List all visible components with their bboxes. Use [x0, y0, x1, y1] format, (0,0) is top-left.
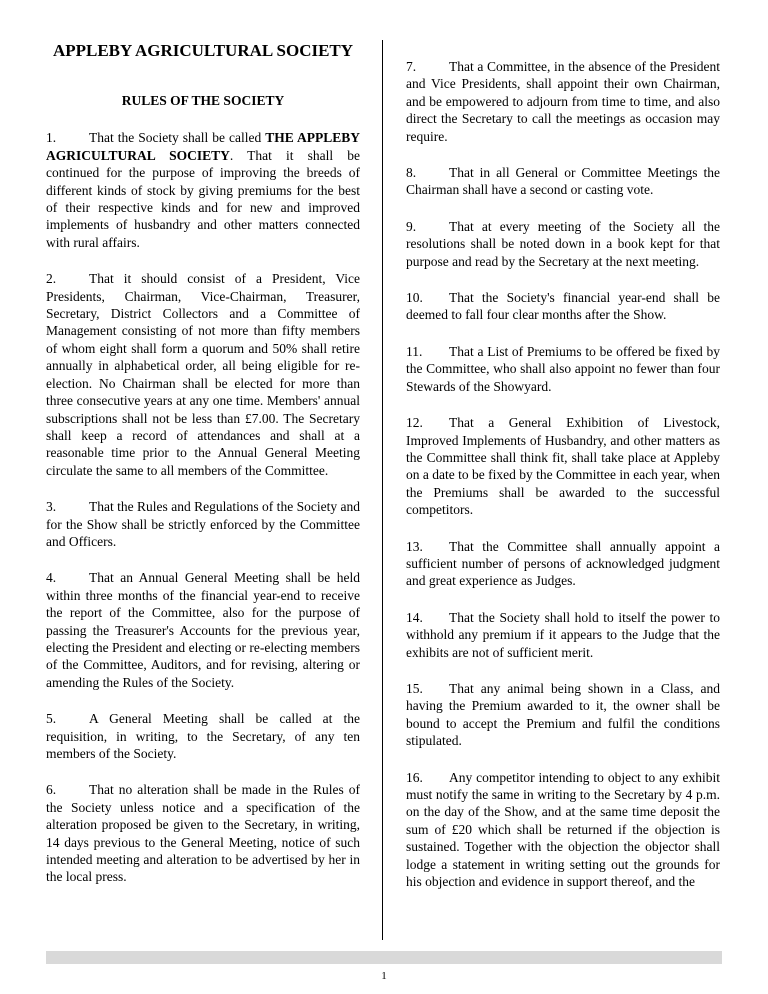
left-column	[46, 40, 360, 905]
rule-number: 9.	[406, 218, 417, 234]
document-title: APPLEBY AGRICULTURAL SOCIETY	[52, 41, 354, 60]
rule-number: 12.	[406, 415, 423, 431]
rule-12	[406, 414, 720, 518]
rule-14	[406, 609, 720, 661]
rule-text: That at every meeting of the Society all the resolutions shall be noted down in a book kept for that purpose and read by the Secretary at the next meeting.	[406, 218, 720, 269]
rule-8	[406, 164, 720, 199]
rule-11	[406, 343, 720, 395]
rule-number: 8.	[406, 165, 417, 181]
rule-text: That a Committee, in the absence of the President and Vice Presidents, shall appoint their own Chairman, and be empowered to adjourn from time to time, and also direct the Secretary to call the meetings as occasion may require.	[406, 59, 720, 144]
rule-6	[46, 781, 360, 885]
rule-16	[406, 769, 720, 891]
rule-number: 4.	[46, 570, 57, 586]
rule-number: 14.	[406, 609, 423, 625]
rule-number: 1.	[46, 130, 57, 146]
rule-4	[46, 569, 360, 691]
rule-text: That it should consist of a President, Vice Presidents, Chairman, Vice-Chairman, Treasurer, Secretary, District Collectors and a Committee of Management consisting of not more than fifty members of whom eight shall form a quorum and 50% shall retire annually in alphabetical order, all being eligible for re-election. No Chairman shall be elected for more than three consecutive years at any one time. Members' annual subscriptions shall not be less than £7.00. The Secretary shall keep a record of attendances and shall at a reasonable time prior to the Annual General Meeting circulate the same to all members of the Committee.	[46, 271, 360, 478]
rule-number: 16.	[406, 769, 423, 785]
rule-text: That no alteration shall be made in the Rules of the Society unless notice and a specification of the alteration proposed be given to the Secretary, in writing, 14 days previous to the General Meeting, notice of such intended meeting and alteration to be advertised by her in the local press.	[46, 782, 360, 885]
rule-number: 5.	[46, 711, 57, 727]
document-subtitle: RULES OF THE SOCIETY	[121, 93, 285, 108]
rule-text: That in all General or Committee Meetings the Chairman shall have a second or casting vote.	[406, 165, 720, 198]
right-column	[406, 58, 720, 909]
rule-1	[46, 129, 360, 251]
rule-number: 2.	[46, 271, 57, 287]
column-divider	[382, 40, 383, 940]
rule-number: 15.	[406, 680, 423, 696]
footer-bar	[46, 951, 722, 964]
rule-9	[406, 218, 720, 270]
rule-10	[406, 289, 720, 324]
rule-number: 3.	[46, 499, 57, 515]
society-name: THE APPLEBY AGRICULTURAL SOCIETY	[46, 130, 360, 163]
rule-text: That the Society shall hold to itself the power to withhold any premium if it appears to the Judge that the exhibits are not of sufficient merit.	[406, 609, 720, 660]
rule-text: That a General Exhibition of Livestock, Improved Implements of Husbandry, and other matters as the Committee shall think fit, shall take place at Appleby on a date to be fixed by the Committee in each year, when the Premiums shall be awarded to the successful competitors.	[406, 415, 720, 518]
rule-text: Any competitor intending to object to any exhibit must notify the same in writing to the Secretary by 4 p.m. on the day of the Show, and at the same time deposit the sum of £20 which shall be returned if the objection is sustained. Together with the objection the objector shall lodge a statement in writing setting out the grounds for his objection and evidence in support thereof, and the	[406, 769, 720, 890]
rule-number: 11.	[406, 343, 423, 359]
rule-13	[406, 538, 720, 590]
rule-text: . That it shall be continued for the purpose of improving the breeds of different kinds of stock by giving premiums for the best of their respective kinds and for new and improved implements of husbandry and other matters connected with rural affairs.	[46, 147, 360, 250]
rule-text: That the Society shall be called	[89, 130, 266, 146]
rule-text: That a List of Premiums to be offered be fixed by the Committee, who shall also appoint no fewer than four Stewards of the Showyard.	[406, 343, 720, 394]
rule-number: 13.	[406, 538, 423, 554]
rule-7	[406, 58, 720, 145]
rule-number: 7.	[406, 59, 417, 74]
rule-text: A General Meeting shall be called at the requisition, in writing, to the Secretary, of any ten members of the Society.	[46, 711, 360, 761]
rule-text: That the Society's financial year-end shall be deemed to fall four clear months after the Show.	[406, 290, 720, 323]
page-number: 1	[381, 970, 387, 982]
rule-text: That an Annual General Meeting shall be held within three months of the financial year-end to receive the report of the Committee, also for the purpose of passing the Treasurer's Accounts for the previous year, electing the President and electing or re-electing members of the Committee, Auditors, and for revising, altering or amending the Rules of the Society.	[46, 570, 360, 690]
rule-text: That any animal being shown in a Class, and having the Premium awarded to it, the owner shall be bound to accept the Premium and fulfil the conditions stipulated.	[406, 680, 720, 749]
rule-text: That the Rules and Regulations of the Society and for the Show shall be strictly enforced by the Committee and Officers.	[46, 499, 360, 549]
rule-number: 6.	[46, 782, 57, 798]
rule-number: 10.	[406, 290, 423, 306]
rule-15	[406, 680, 720, 750]
rule-5	[46, 710, 360, 762]
rule-text: That the Committee shall annually appoint a sufficient number of persons of acknowledged judgment and great experience as Judges.	[406, 538, 720, 589]
rule-2	[46, 270, 360, 479]
rule-3	[46, 498, 360, 550]
